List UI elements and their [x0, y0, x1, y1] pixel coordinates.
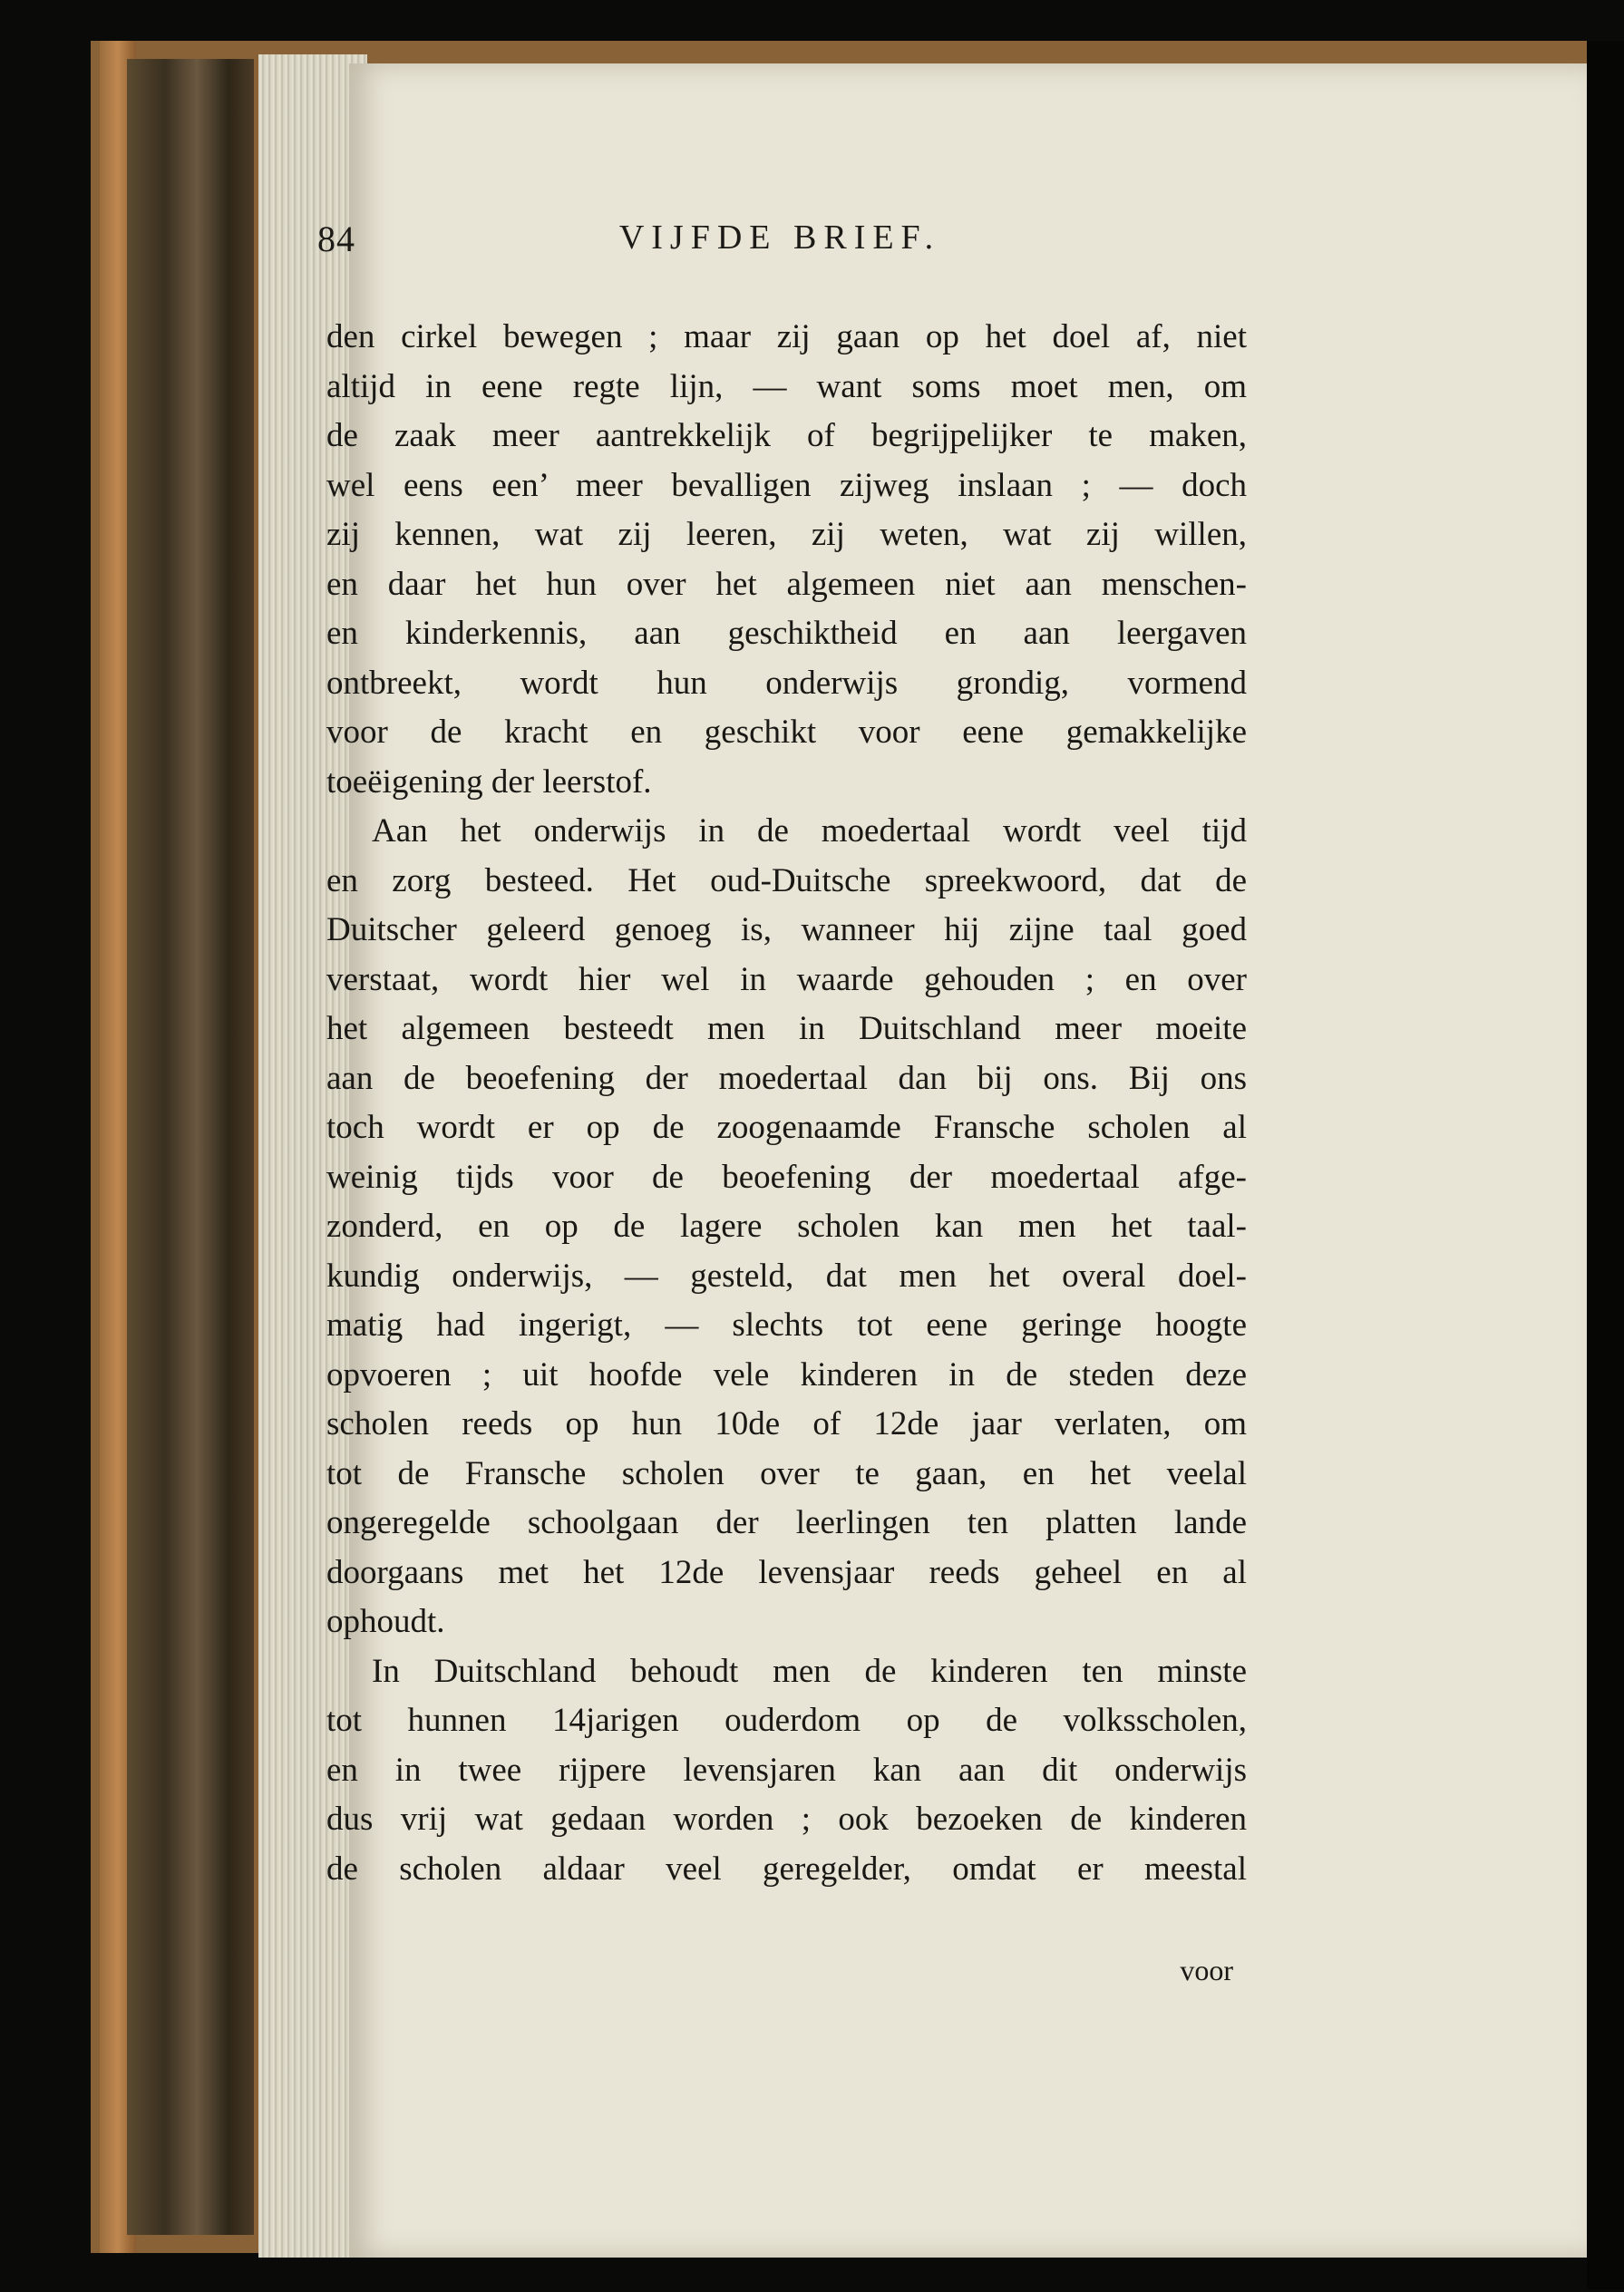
text-line: tot hunnen 14jarigen ouderdom op de volksscholen, [326, 1702, 1247, 1739]
text-line: opvoeren ; uit hoofde vele kinderen in de steden deze [326, 1355, 1247, 1394]
text-line: de zaak meer aantrekkelijk of begrijpelijker te maken, [326, 417, 1247, 454]
text-line: toch wordt er op de zoogenaamde Fransche scholen al [326, 1109, 1247, 1146]
text-line: en in twee rijpere levensjaren kan aan dit onderwijs [326, 1751, 1247, 1789]
text-line: voor de kracht en geschikt voor eene gemakkelijke [326, 714, 1247, 751]
text-line: zonderd, en op de lagere scholen kan men het taal- [326, 1208, 1247, 1245]
running-head: VIJFDE BRIEF. [618, 219, 941, 257]
dark-background-edge [1587, 41, 1624, 2289]
text-line: scholen reeds op hun 10de of 12de jaar verlaten, om [326, 1405, 1247, 1442]
marbled-board [127, 59, 254, 2235]
text-line: en kinderkennis, aan geschiktheid en aan leergaven [326, 615, 1247, 652]
text-line: het algemeen besteedt men in Duitschland meer moeite [326, 1010, 1247, 1047]
page-number: 84 [317, 219, 355, 259]
text-line: ongeregelde schoolgaan der leerlingen ten platten lande [326, 1504, 1247, 1541]
body-text [326, 313, 1247, 1894]
text-line: doorgaans met het 12de levensjaar reeds geheel en al [326, 1553, 1247, 1591]
text-line: wel eens een’ meer bevalligen zijweg inslaan ; — doch [326, 466, 1247, 504]
text-line: Aan het onderwijs in de moedertaal wordt veel tijd [372, 812, 1247, 850]
text-line: verstaat, wordt hier wel in waarde gehouden ; en over [326, 960, 1247, 998]
text-line: altijd in eene regte lijn, — want soms moet men, om [326, 367, 1247, 405]
text-line: matig had ingerigt, — slechts tot eene geringe hoogte [326, 1306, 1247, 1344]
text-line: de scholen aldaar veel geregelder, omdat er meestal [326, 1850, 1247, 1888]
text-line: en daar het hun over het algemeen niet aan menschen- [326, 565, 1247, 603]
text-line: zij kennen, wat zij leeren, zij weten, wat zij willen, [326, 516, 1247, 553]
text-line: den cirkel bewegen ; maar zij gaan op het doel af, niet [326, 318, 1247, 355]
text-line: weinig tijds voor de beoefening der moedertaal afge- [326, 1158, 1247, 1196]
text-line: tot de Fransche scholen over te gaan, en het veelal [326, 1454, 1247, 1492]
text-line: dus vrij wat gedaan worden ; ook bezoeken de kinderen [326, 1801, 1247, 1838]
text-line: en zorg besteed. Het oud-Duitsche spreekwoord, dat de [326, 861, 1247, 899]
text-line: aan de beoefening der moedertaal dan bij ons. Bij ons [326, 1059, 1247, 1097]
text-line: In Duitschland behoudt men de kinderen ten minste [372, 1652, 1247, 1690]
text-line: ontbreekt, wordt hun onderwijs grondig, vormend [326, 664, 1247, 702]
text-line: toeëigening der leerstof. [326, 762, 652, 801]
text-line: ophoudt. [326, 1603, 445, 1640]
page-header [317, 218, 1242, 281]
text-line: kundig onderwijs, — gesteld, dat men het overal doel- [326, 1257, 1247, 1295]
text-line: Duitscher geleerd genoeg is, wanneer hij zijne taal goed [326, 911, 1247, 948]
